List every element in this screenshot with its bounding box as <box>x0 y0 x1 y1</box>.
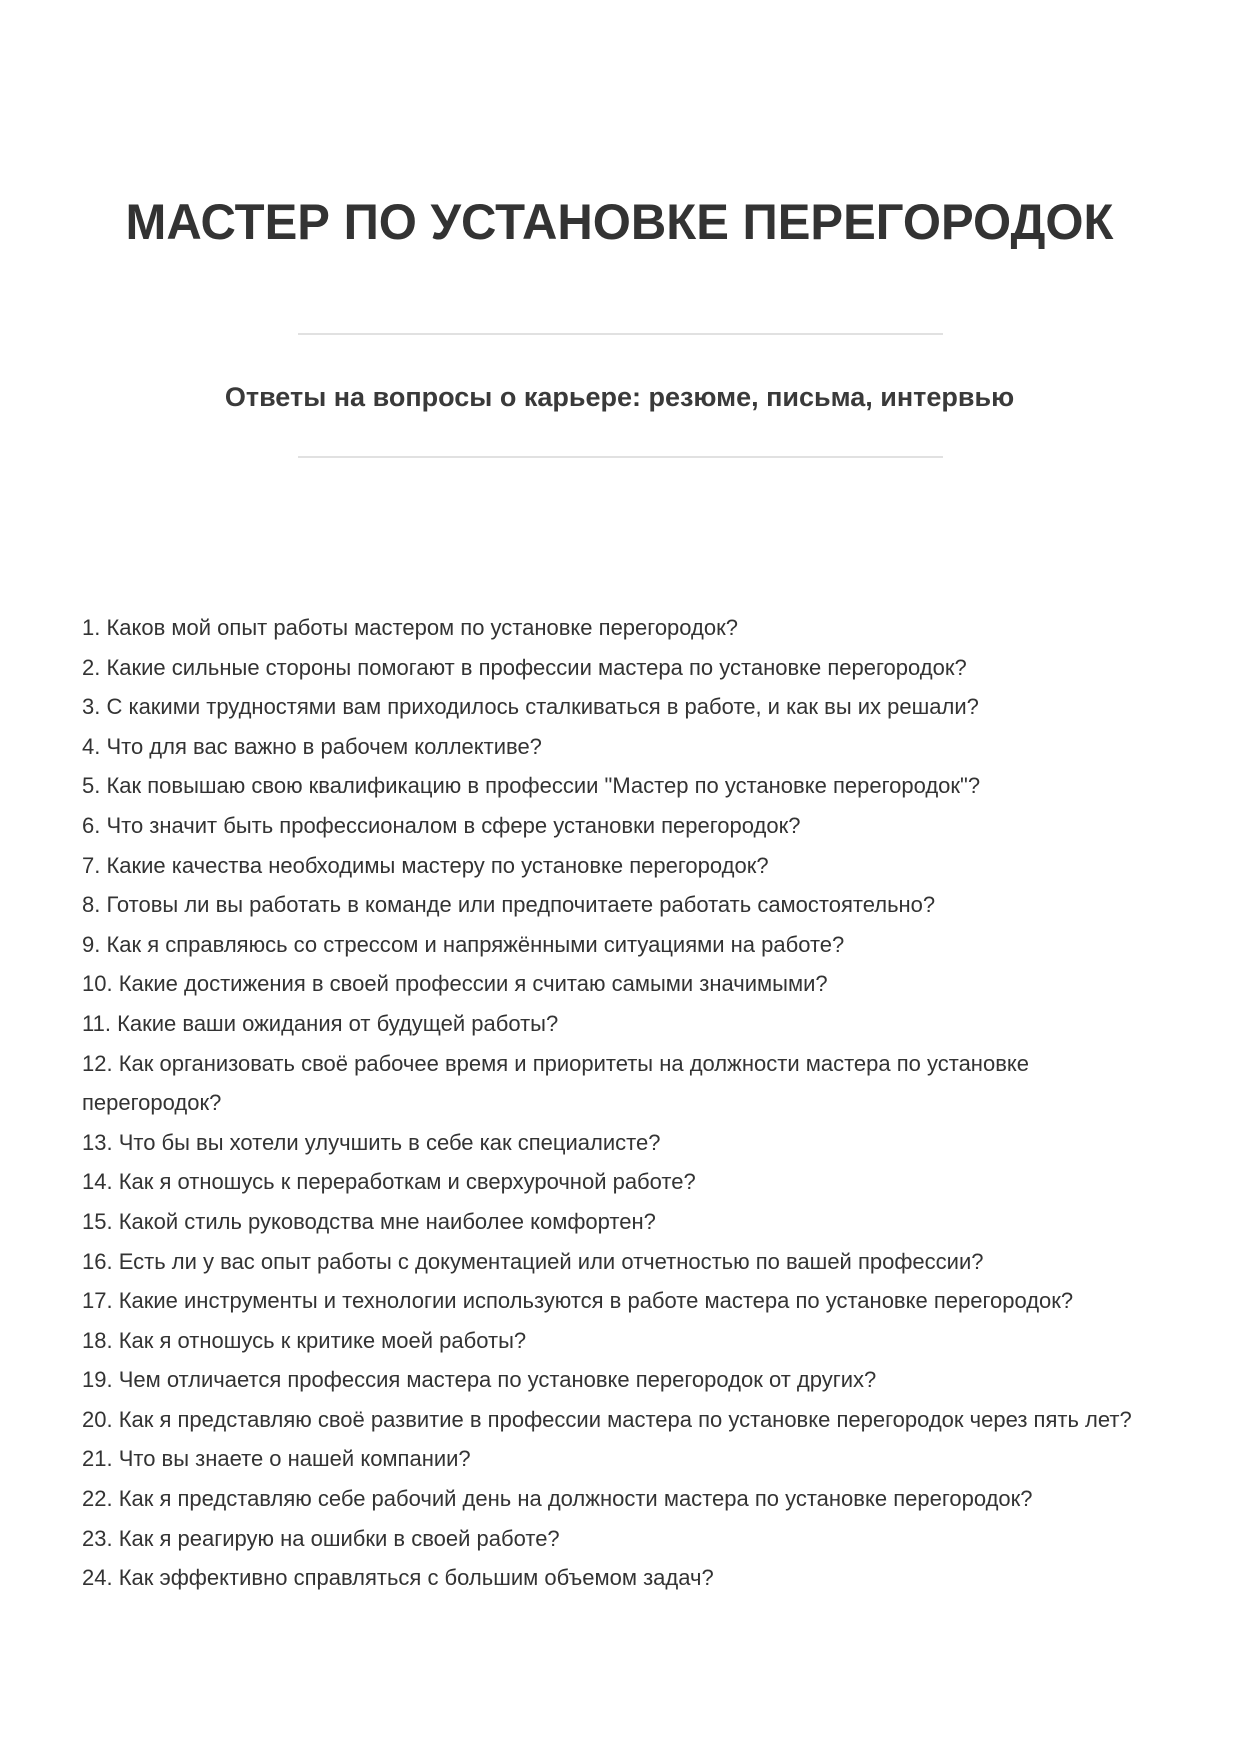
question-item: 18. Как я отношусь к критике моей работы? <box>82 1327 527 1353</box>
question-item: 13. Что бы вы хотели улучшить в себе как специалисте? <box>82 1129 661 1155</box>
question-item: 19. Чем отличается профессия мастера по установке перегородок от других? <box>82 1367 877 1393</box>
page-title: МАСТЕР ПО УСТАНОВКЕ ПЕРЕГОРОДОК <box>125 194 1114 250</box>
question-item: 24. Как эффективно справляться с большим объемом задач? <box>82 1565 714 1591</box>
question-item: 22. Как я представляю себе рабочий день на должности мастера по установке перегородок? <box>82 1486 1033 1512</box>
question-item: 1. Каков мой опыт работы мастером по установке перегородок? <box>82 615 738 640</box>
question-item: 16. Есть ли у вас опыт работы с документацией или отчетностью по вашей профессии? <box>82 1248 984 1274</box>
question-item: 5. Как повышаю свою квалификацию в профессии "Мастер по установке перегородок"? <box>82 773 981 799</box>
question-item: 9. Как я справляюсь со стрессом и напряжёнными ситуациями на работе? <box>82 931 845 957</box>
question-item: 12. Как организовать своё рабочее время и приоритеты на должности мастера по установке перегородок? <box>82 1050 1029 1116</box>
question-item: 6. Что значит быть профессионалом в сфере установки перегородок? <box>82 812 801 838</box>
question-item: 23. Как я реагирую на ошибки в своей работе? <box>82 1525 560 1551</box>
question-item: 15. Какой стиль руководства мне наиболее комфортен? <box>82 1208 656 1234</box>
question-item: 11. Какие ваши ожидания от будущей работы? <box>82 1010 559 1036</box>
questions-list <box>82 608 1162 1598</box>
question-item: 3. С какими трудностями вам приходилось сталкиваться в работе, и как вы их решали? <box>82 694 979 720</box>
question-item: 7. Какие качества необходимы мастеру по установке перегородок? <box>82 852 769 878</box>
question-item: 4. Что для вас важно в рабочем коллективе? <box>82 733 542 759</box>
divider-bottom <box>298 456 943 458</box>
question-item: 14. Как я отношусь к переработкам и сверхурочной работе? <box>82 1169 696 1195</box>
question-item: 10. Какие достижения в своей профессии я считаю самыми значимыми? <box>82 971 828 997</box>
question-item: 20. Как я представляю своё развитие в профессии мастера по установке перегородок через пять лет? <box>82 1406 1132 1432</box>
page-subtitle: Ответы на вопросы о карьере: резюме, письма, интервью <box>224 382 1015 412</box>
divider-top <box>298 333 943 335</box>
question-item: 21. Что вы знаете о нашей компании? <box>82 1446 471 1472</box>
question-item: 8. Готовы ли вы работать в команде или предпочитаете работать самостоятельно? <box>82 892 936 918</box>
question-item: 2. Какие сильные стороны помогают в профессии мастера по установке перегородок? <box>82 654 967 680</box>
question-item: 17. Какие инструменты и технологии используются в работе мастера по установке перегородок? <box>82 1288 1074 1314</box>
